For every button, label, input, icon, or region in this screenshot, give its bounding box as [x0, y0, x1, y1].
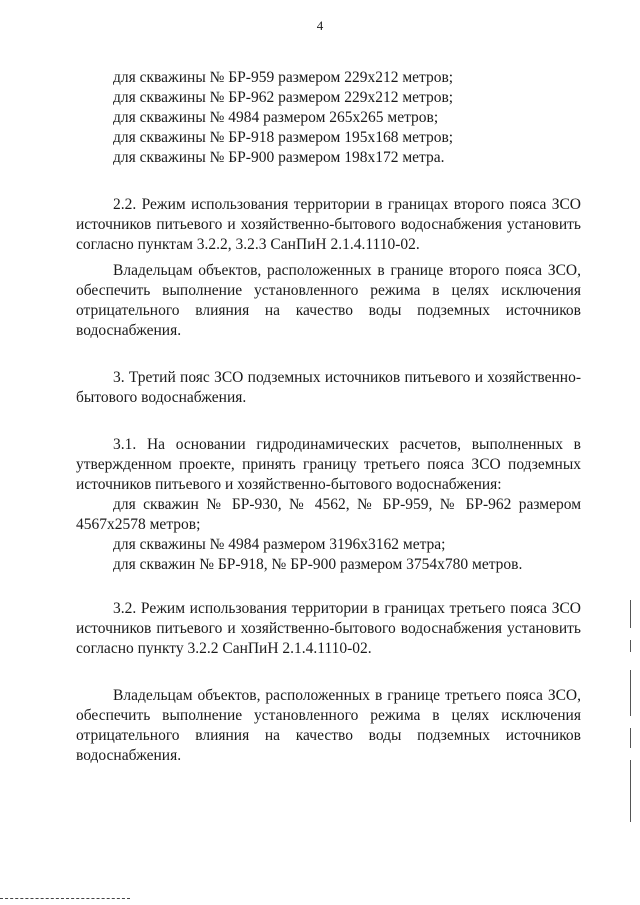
list-item: для скважины № 4984 размером 265x265 метров;: [113, 109, 439, 126]
paragraph-3-2: 3.2. Режим использования территории в границах третьего пояса ЗСО источников питьевого и хозяйственно-бытового водоснабжения установить согласно пункту 3.2.2 СанПиН 2.1.4.1110-02.: [76, 600, 581, 657]
paragraph-3: 3. Третий пояс ЗСО подземных источников питьевого и хозяйственно-бытового водоснабжения.: [76, 369, 581, 406]
paragraph-3-1-item: для скважин № БР-918, № БР-900 размером 3754x780 метров.: [113, 556, 523, 573]
well-list-second-belt: [76, 68, 581, 168]
paragraph-3-1-item: для скважины № 4984 размером 3196x3162 метра;: [113, 536, 446, 553]
list-item: для скважины № БР-962 размером 229x212 метров;: [113, 89, 454, 106]
scan-margin-marks: [630, 600, 634, 840]
document-body: [76, 68, 581, 766]
scan-bottom-rule: [0, 898, 130, 899]
paragraph-3-1: 3.1. На основании гидродинамических расчетов, выполненных в утвержденном проекте, принять границу третьего пояса ЗСО подземных источников питьевого и хозяйственно-бытового водоснабжения:: [76, 436, 581, 493]
paragraph-2-2: 2.2. Режим использования территории в границах второго пояса ЗСО источников питьевого и хозяйственно-бытового водоснабжения установить согласно пунктам 3.2.2, 3.2.3 СанПиН 2.1.4.1110-02.: [76, 196, 581, 253]
page-number: 4: [316, 18, 324, 33]
paragraph-3-1-item: для скважин № БР-930, № 4562, № БР-959, № БР-962 размером 4567x2578 метров;: [76, 496, 581, 533]
list-item: для скважины № БР-959 размером 229x212 метров;: [113, 69, 454, 86]
list-item: для скважины № БР-900 размером 198x172 метра.: [113, 149, 445, 166]
paragraph-owners-third-belt: Владельцам объектов, расположенных в границе третьего пояса ЗСО, обеспечить выполнение установленного режима в целях исключения отрицательного влияния на качество воды подземных источников водоснабжения.: [76, 687, 581, 764]
paragraph-owners-second-belt: Владельцам объектов, расположенных в границе второго пояса ЗСО, обеспечить выполнение установленного режима в целях исключения отрицательного влияния на качество воды подземных источников водоснабжения.: [76, 262, 581, 339]
list-item: для скважины № БР-918 размером 195x168 метров;: [113, 129, 454, 146]
